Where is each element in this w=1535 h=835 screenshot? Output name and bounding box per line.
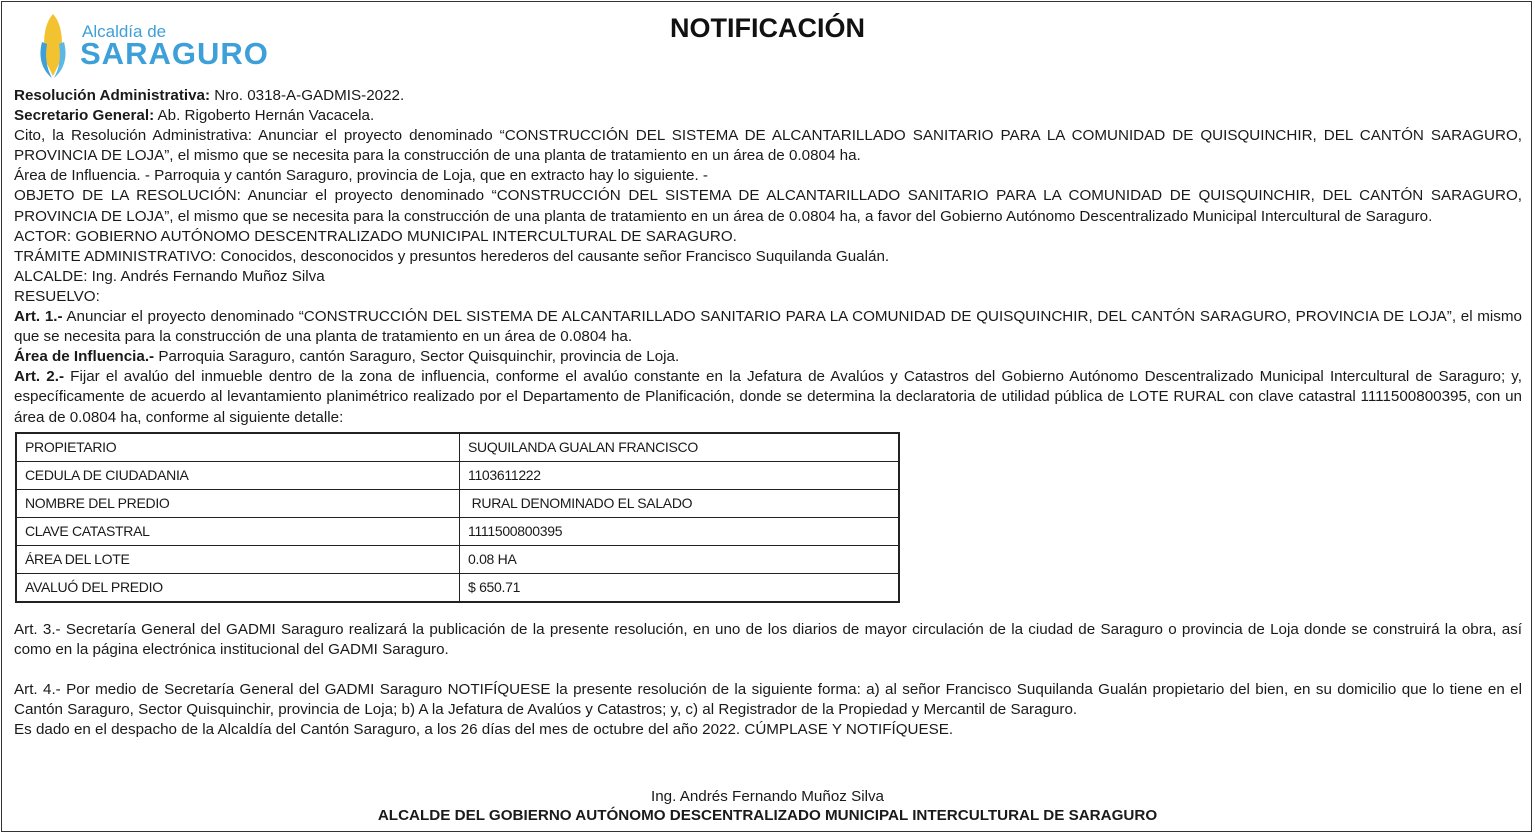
article-2-label: Art. 2.- <box>14 368 65 386</box>
signature-title: ALCALDE DEL GOBIERNO AUTÓNOMO DESCENTRALIZADO MUNICIPAL INTERCULTURAL DE SARAGURO <box>377 807 1158 824</box>
dado-line: Es dado en el despacho de la Alcaldía del Cantón Saraguro, a los 26 días del mes de octubre del año 2022. CÚMPLASE Y NOTIFÍQUESE. <box>14 720 954 738</box>
table-cell-label: ÁREA DEL LOTE <box>16 545 460 573</box>
table-cell-label: NOMBRE DEL PREDIO <box>16 489 460 517</box>
table-cell-value: SUQUILANDA GUALAN FRANCISCO <box>460 433 900 462</box>
table-row <box>16 489 899 517</box>
article-1-label: Art. 1.- <box>14 308 63 326</box>
resolution-value: Nro. 0318-A-GADMIS-2022. <box>210 87 405 104</box>
page-title: NOTIFICACIÓN <box>670 13 865 43</box>
cito-paragraph: Cito, la Resolución Administrativa: Anunciar el proyecto denominado “CONSTRUCCIÓN DEL SISTEMA DE ALCANTARILLADO SANITARIO PARA LA COMUNIDAD DE QUISQUINCHIR, DEL CANTÓN SARAGURO, PROVINCIA DE LOJA”, el mismo que se necesita para la construcción de una planta de tratamiento en un área de 0.0804 ha. <box>14 127 1522 165</box>
table-cell-label: CEDULA DE CIUDADANIA <box>16 461 460 489</box>
logo-line1: Alcaldía de <box>82 22 167 41</box>
objeto-paragraph: OBJETO DE LA RESOLUCIÓN: Anunciar el proyecto denominado “CONSTRUCCIÓN DEL SISTEMA DE ALCANTARILLADO SANITARIO PARA LA COMUNIDAD DE QUISQUINCHIR, DEL CANTÓN SARAGURO, PROVINCIA DE LOJA”, el mismo que se necesita para la construcción de una planta de tratamiento en un área de 0.0804 ha, a favor del Gobierno Autónomo Descentralizado Municipal Intercultural de Saraguro. <box>14 187 1522 225</box>
table-row <box>16 517 899 545</box>
area-influence-2 <box>14 347 1522 367</box>
article-2-text: Fijar el avalúo del inmueble dentro de la zona de influencia, conforme el avalúo constante en la Jefatura de Avalúos y Catastros del Gobierno Autónomo Descentralizado Municipal Intercultural de Saraguro; y, específicamente de acuerdo al levantamiento planimétrico realizado por el Departamento de Planificación, donde se determina la declaratoria de utilidad pública de LOTE RURAL con clave catastral 1111500800395, con un área de 0.0804 ha, conforme al siguiente detalle: <box>14 368 1522 426</box>
document-body <box>14 86 1522 740</box>
alcalde-line: ALCALDE: Ing. Andrés Fernando Muñoz Silva <box>14 267 325 285</box>
table-cell-label: PROPIETARIO <box>16 433 460 462</box>
article-1 <box>14 307 1522 347</box>
table-cell-label: AVALUÓ DEL PREDIO <box>16 573 460 602</box>
article-2 <box>14 367 1522 427</box>
table-cell-value: 1103611222 <box>460 461 900 489</box>
table-cell-value: 1111500800395 <box>460 517 900 545</box>
table-row <box>16 545 899 573</box>
signature-name: Ing. Andrés Fernando Muñoz Silva <box>650 788 884 805</box>
resolution-label: Resolución Administrativa: <box>14 87 211 104</box>
area-influence-1: Área de Influencia. - Parroquia y cantón Saraguro, provincia de Loja, que en extracto hay lo siguiente. - <box>14 167 708 185</box>
resolution-line <box>14 86 1522 106</box>
table-cell-value: RURAL DENOMINADO EL SALADO <box>460 489 900 517</box>
area-influence-2-text: Parroquia Saraguro, cantón Saraguro, Sector Quisquinchir, provincia de Loja. <box>154 348 680 366</box>
article-4: Art. 4.- Por medio de Secretaría General del GADMI Saraguro NOTIFÍQUESE la presente resolución de la siguiente forma: a) al señor Francisco Suquilanda Gualán propietario del bien, en su domicilio que lo tiene en el Cantón Saraguro, Sector Quisquinchir, provincia de Loja; b) A la Jefatura de Avalúos y Catastros; y, c) al Registrador de la Propiedad y Mercantil de Saraguro. <box>14 680 1522 718</box>
secretary-line <box>14 106 1522 126</box>
table-row <box>16 573 899 602</box>
article-3: Art. 3.- Secretaría General del GADMI Saraguro realizará la publicación de la presente resolución, en uno de los diarios de mayor circulación de la ciudad de Saraguro o provincia de Loja donde se construirá la obra, así como en la página electrónica institucional del GADMI Saraguro. <box>14 620 1522 658</box>
actor-line: ACTOR: GOBIERNO AUTÓNOMO DESCENTRALIZADO MUNICIPAL INTERCULTURAL DE SARAGURO. <box>14 227 737 245</box>
resuelvo-line: RESUELVO: <box>14 287 100 305</box>
table-cell-value: $ 650.71 <box>460 573 900 602</box>
logo-line2: SARAGURO <box>80 36 269 71</box>
table-row <box>16 433 899 462</box>
area-influence-2-label: Área de Influencia.- <box>14 348 155 366</box>
table-row <box>16 461 899 489</box>
table-cell-label: CLAVE CATASTRAL <box>16 517 460 545</box>
secretary-value: Ab. Rigoberto Hernán Vacacela. <box>154 107 375 125</box>
secretary-label: Secretario General: <box>14 107 155 125</box>
property-table <box>15 432 900 603</box>
table-cell-value: 0.08 HA <box>460 545 900 573</box>
tramite-line: TRÁMITE ADMINISTRATIVO: Conocidos, desconocidos y presuntos herederos del causante señor Francisco Suquilanda Gualán. <box>14 247 890 265</box>
article-1-text: Anunciar el proyecto denominado “CONSTRUCCIÓN DEL SISTEMA DE ALCANTARILLADO SANITARIO PARA LA COMUNIDAD DE QUISQUINCHIR, DEL CANTÓN SARAGURO, PROVINCIA DE LOJA”, el mismo que se necesita para la construcción de una planta de tratamiento en un área de 0.0804 ha. <box>14 308 1522 346</box>
